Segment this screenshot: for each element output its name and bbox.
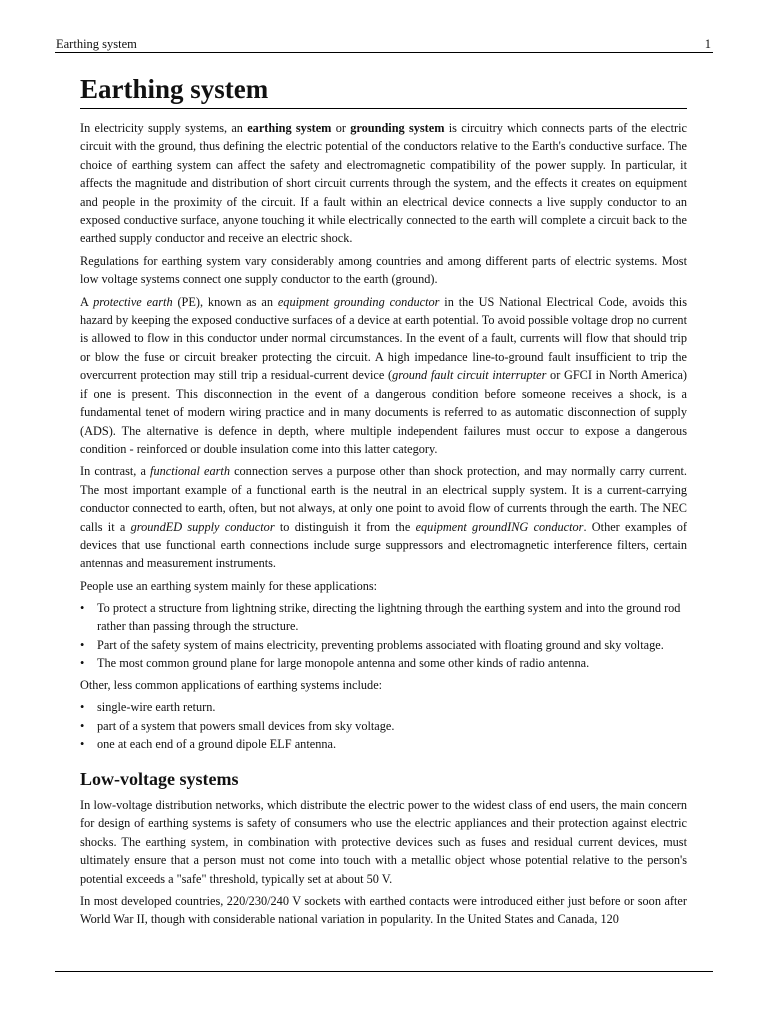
low-voltage-paragraph-1 bbox=[80, 796, 687, 888]
section-heading-low-voltage: Low-voltage systems bbox=[80, 768, 239, 789]
other-applications-lead: Other, less common applications of earthing systems include: bbox=[80, 677, 383, 692]
bullet-icon: • bbox=[80, 655, 85, 670]
text-run: is circuitry which connects parts of the electric circuit with the ground, thus defining the electric potential of the conductors relative to the Earth's conductive surface. The choice of earthing system can affect the safety and electromagnetic compatibility of the power supply. In particular, it affects the magnitude and distribution of short circuit currents through the system, and the effects it creates on equipment and people in the proximity of the circuit. If a fault within an electrical device connects a live supply conductor to an exposed conductive surface, anyone touching it while electrically connected to the earth will complete a circuit back to the earthed supply conductor and receive an electric shock. bbox=[80, 121, 687, 246]
page-number: 1 bbox=[704, 37, 711, 51]
intro-paragraph-4 bbox=[80, 462, 687, 572]
list-item bbox=[80, 636, 687, 654]
intro-paragraph-3 bbox=[80, 293, 687, 459]
list-item-text: part of a system that powers small devices from sky voltage. bbox=[97, 718, 395, 733]
text-run: (PE), known as an bbox=[172, 294, 278, 309]
bullet-icon: • bbox=[80, 718, 85, 733]
bullet-icon: • bbox=[80, 637, 85, 652]
text-run: In low-voltage distribution networks, which distribute the electric power to the widest class of end users, the main concern for design of earthing systems is safety of consumers who use the electric appliances and their protection against electric shocks. The earthing system, in combination with protective devices such as fuses and residual current devices, must ultimately ensure that a person must not come into touch with a metallic object whose potential relative to the person's potential exceeds a "safe" threshold, typically set at about 50 V. bbox=[80, 797, 687, 886]
text-run: equipment grounding conductor bbox=[277, 294, 440, 309]
text-run: or bbox=[331, 121, 351, 135]
list-item-text: single-wire earth return. bbox=[97, 700, 216, 715]
applications-lead: People use an earthing system mainly for these applications: bbox=[80, 578, 378, 593]
text-run: ground fault circuit interrupter bbox=[392, 368, 547, 383]
list-item-text: one at each end of a ground dipole ELF antenna. bbox=[97, 736, 337, 751]
list-item bbox=[80, 698, 687, 716]
footer-rule bbox=[55, 971, 713, 972]
text-run: grounding system bbox=[350, 121, 445, 135]
text-run: connection serves a purpose other than shock protection, and may normally carry current. The most important example of a functional earth is the neutral in an electrical supply system. It is a current-carrying conductor connected to earth, often, but not always, at only one point to avoid flow of currents through the earth. The NEC calls it a bbox=[80, 464, 687, 534]
list-item bbox=[80, 654, 687, 672]
intro-paragraph-2 bbox=[80, 252, 687, 289]
page-title: Earthing system bbox=[80, 72, 687, 109]
running-header bbox=[55, 36, 713, 53]
bullet-icon: • bbox=[80, 736, 85, 751]
bullet-icon: • bbox=[80, 700, 85, 715]
text-run: Regulations for earthing system vary considerably among countries and among different parts of electric systems. Most low voltage systems connect one supply conductor to the earth (ground). bbox=[80, 253, 687, 287]
other-applications-list bbox=[80, 698, 687, 753]
text-run: groundED supply conductor bbox=[130, 519, 275, 534]
text-run: protective earth bbox=[93, 294, 173, 309]
list-item bbox=[80, 717, 687, 735]
text-run: in the US National Electrical Code, avoids this hazard by keeping the exposed conductive surfaces of a device at earth potential. To avoid possible voltage drop no current is allowed to flow in this conductor under normal circumstances. In the event of a fault, currents will flow that should trip or blow the fuse or circuit breaker protecting the circuit. A high impedance line-to-ground fault insufficient to trip the overcurrent protection may still trip a residual-current device ( bbox=[80, 294, 687, 383]
text-run: In most developed countries, 220/230/240 V sockets with earthed contacts were introduced either just before or soon after World War II, though with considerable national variation in popularity. In the United States and Canada, 120 bbox=[80, 894, 687, 927]
text-run: A bbox=[80, 294, 94, 309]
text-run: to distinguish it from the bbox=[274, 519, 416, 534]
list-item-text: To protect a structure from lightning strike, directing the lightning through the earthing system and into the ground rod rather than passing through the structure. bbox=[97, 601, 681, 634]
text-run: In contrast, a bbox=[80, 464, 151, 479]
running-header-title: Earthing system bbox=[56, 37, 137, 51]
intro-paragraph-1 bbox=[80, 119, 687, 248]
list-item bbox=[80, 735, 687, 753]
text-run: . Other examples of devices that use functional earth connections include surge suppressors and electromagnetic interference filters, certain antennas and measurement instruments. bbox=[80, 519, 688, 571]
text-run: In electricity supply systems, an bbox=[80, 121, 248, 135]
bullet-icon: • bbox=[80, 601, 85, 616]
text-run: earthing system bbox=[247, 121, 332, 135]
list-item-text: Part of the safety system of mains electricity, preventing problems associated with floating ground and sky voltage. bbox=[97, 637, 664, 652]
list-item bbox=[80, 599, 687, 635]
text-run: equipment groundING conductor bbox=[415, 519, 584, 534]
article-body bbox=[80, 72, 687, 933]
list-item-text: The most common ground plane for large monopole antenna and some other kinds of radio antenna. bbox=[97, 655, 590, 670]
applications-list bbox=[80, 599, 687, 672]
text-run: or GFCI in North America) if one is present. This disconnection in the event of a dangerous condition before someone receives a shock, is a fundamental tenet of modern wiring practice and in many documents is referred to as automatic disconnection of supply (ADS). The alternative is defence in depth, where multiple independent failures must occur to expose a dangerous condition - reinforced or double insulation come into this latter category. bbox=[80, 368, 688, 456]
low-voltage-paragraph-2 bbox=[80, 892, 687, 929]
text-run: functional earth bbox=[150, 464, 230, 479]
